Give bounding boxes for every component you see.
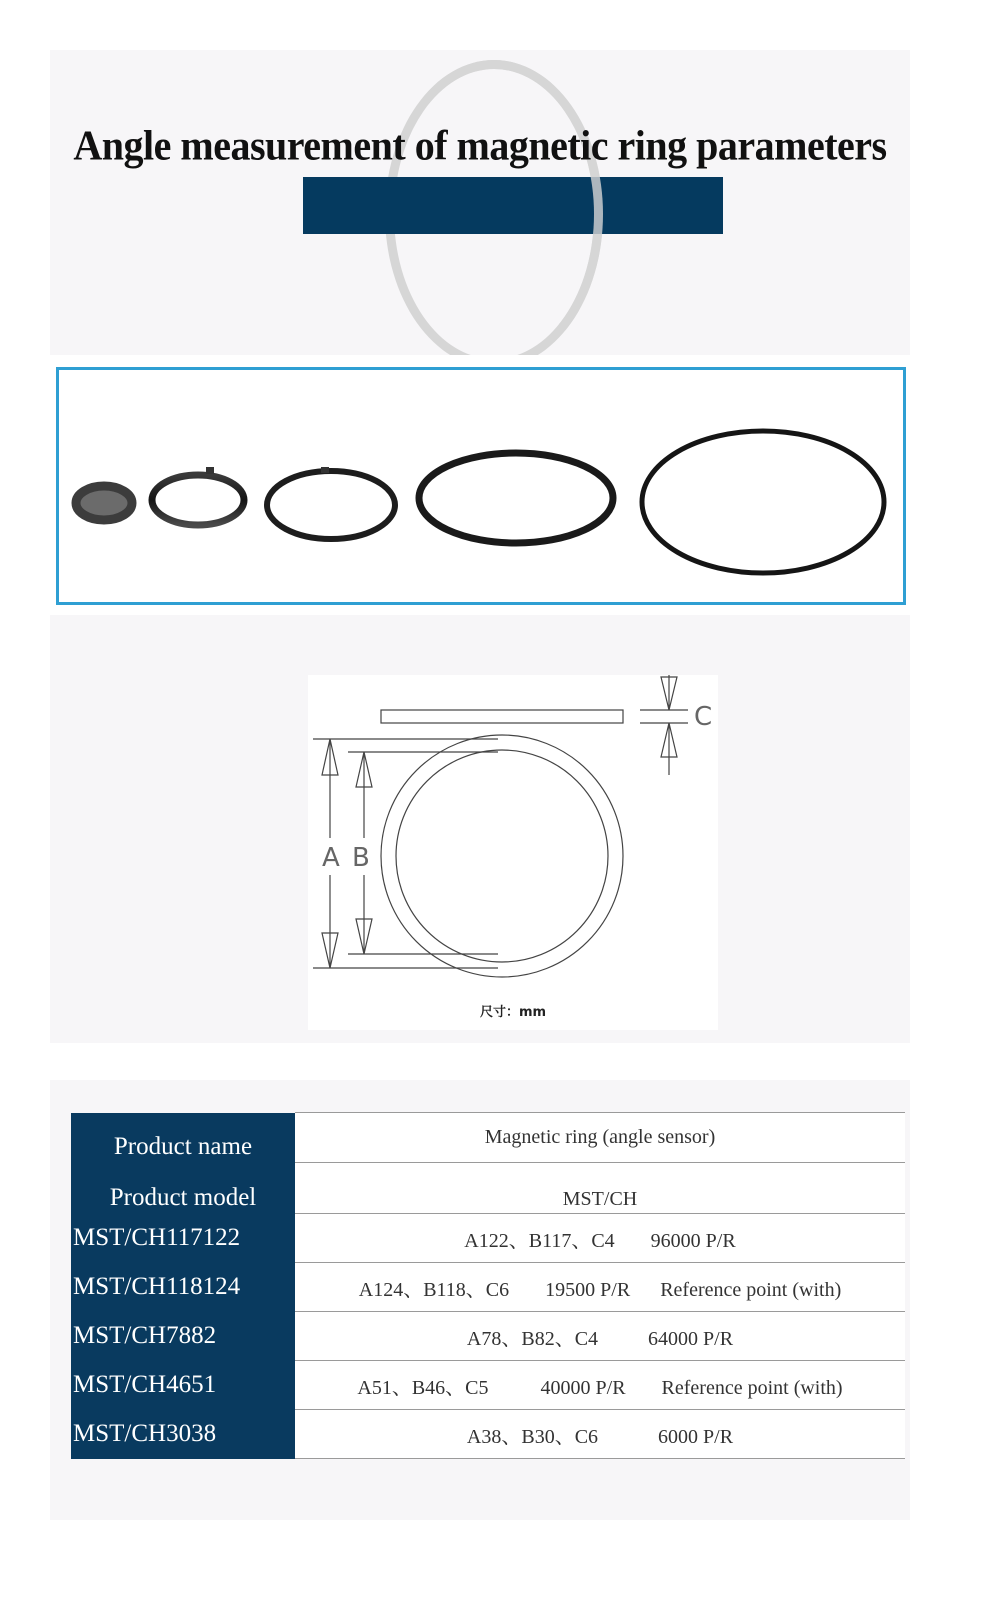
- dims-text: A38、B30、C6: [466, 1425, 599, 1448]
- dims-text: A78、B82、C4: [466, 1327, 599, 1350]
- spec-table-panel: [50, 1080, 910, 1520]
- dims-text: A51、B46、C5: [357, 1376, 489, 1399]
- note-text: Reference point (with): [660, 1278, 842, 1301]
- dimension-diagram-panel: [50, 615, 910, 1043]
- spec-cell: [295, 1312, 905, 1361]
- table-row: [71, 1163, 905, 1214]
- ring-4: [419, 453, 613, 543]
- ring-2-tab: [206, 467, 214, 474]
- page-title: Angle measurement of magnetic ring parameters: [73, 121, 887, 170]
- ring-3: [267, 471, 395, 539]
- table-row: [71, 1361, 905, 1410]
- table-row: [71, 1113, 905, 1163]
- model-cell: MST/CH3038: [71, 1410, 295, 1459]
- ring-side-view: [381, 710, 623, 723]
- ring-outer-circle: [381, 735, 623, 977]
- product-model-value: MST/CH: [295, 1163, 905, 1214]
- ring-inner-circle: [396, 750, 608, 962]
- title-banner: [50, 50, 910, 355]
- table-row: [71, 1312, 905, 1361]
- resolution-text: 19500 P/R: [545, 1278, 631, 1301]
- table-row: [71, 1263, 905, 1312]
- spec-table: [71, 1112, 905, 1459]
- table-row: [71, 1410, 905, 1459]
- model-cell: MST/CH118124: [71, 1263, 295, 1312]
- dims-text: A124、B118、C6: [358, 1278, 510, 1301]
- table-row: [71, 1214, 905, 1263]
- dimension-label-a: A: [322, 843, 340, 873]
- spec-cell: [295, 1214, 905, 1263]
- product-photo-frame: [56, 367, 906, 605]
- unit-note: 尺寸：mm: [479, 1005, 547, 1020]
- dimension-diagram: [308, 675, 718, 1030]
- dimension-label-b: B: [352, 843, 370, 873]
- resolution-text: 6000 P/R: [658, 1425, 734, 1448]
- model-cell: MST/CH7882: [71, 1312, 295, 1361]
- spec-cell: [295, 1410, 905, 1459]
- note-text: Reference point (with): [661, 1376, 843, 1399]
- product-name-label: Product name: [71, 1113, 295, 1163]
- spec-cell: [295, 1361, 905, 1410]
- resolution-text: 96000 P/R: [650, 1229, 736, 1252]
- model-cell: MST/CH4651: [71, 1361, 295, 1410]
- dims-text: A122、B117、C4: [464, 1229, 615, 1252]
- product-name-value: Magnetic ring (angle sensor): [295, 1113, 905, 1163]
- resolution-text: 40000 P/R: [540, 1376, 626, 1399]
- ring-large: [642, 431, 884, 573]
- product-model-label: Product model: [71, 1163, 295, 1214]
- magnetic-rings-photo: [59, 370, 903, 602]
- ring-2: [152, 475, 244, 525]
- dimension-label-c: C: [694, 702, 713, 732]
- model-cell: MST/CH117122: [71, 1214, 295, 1263]
- ring-3-tab: [321, 467, 329, 473]
- spec-cell: [295, 1263, 905, 1312]
- decorative-ring-overlay: [385, 60, 603, 355]
- resolution-text: 64000 P/R: [648, 1327, 734, 1350]
